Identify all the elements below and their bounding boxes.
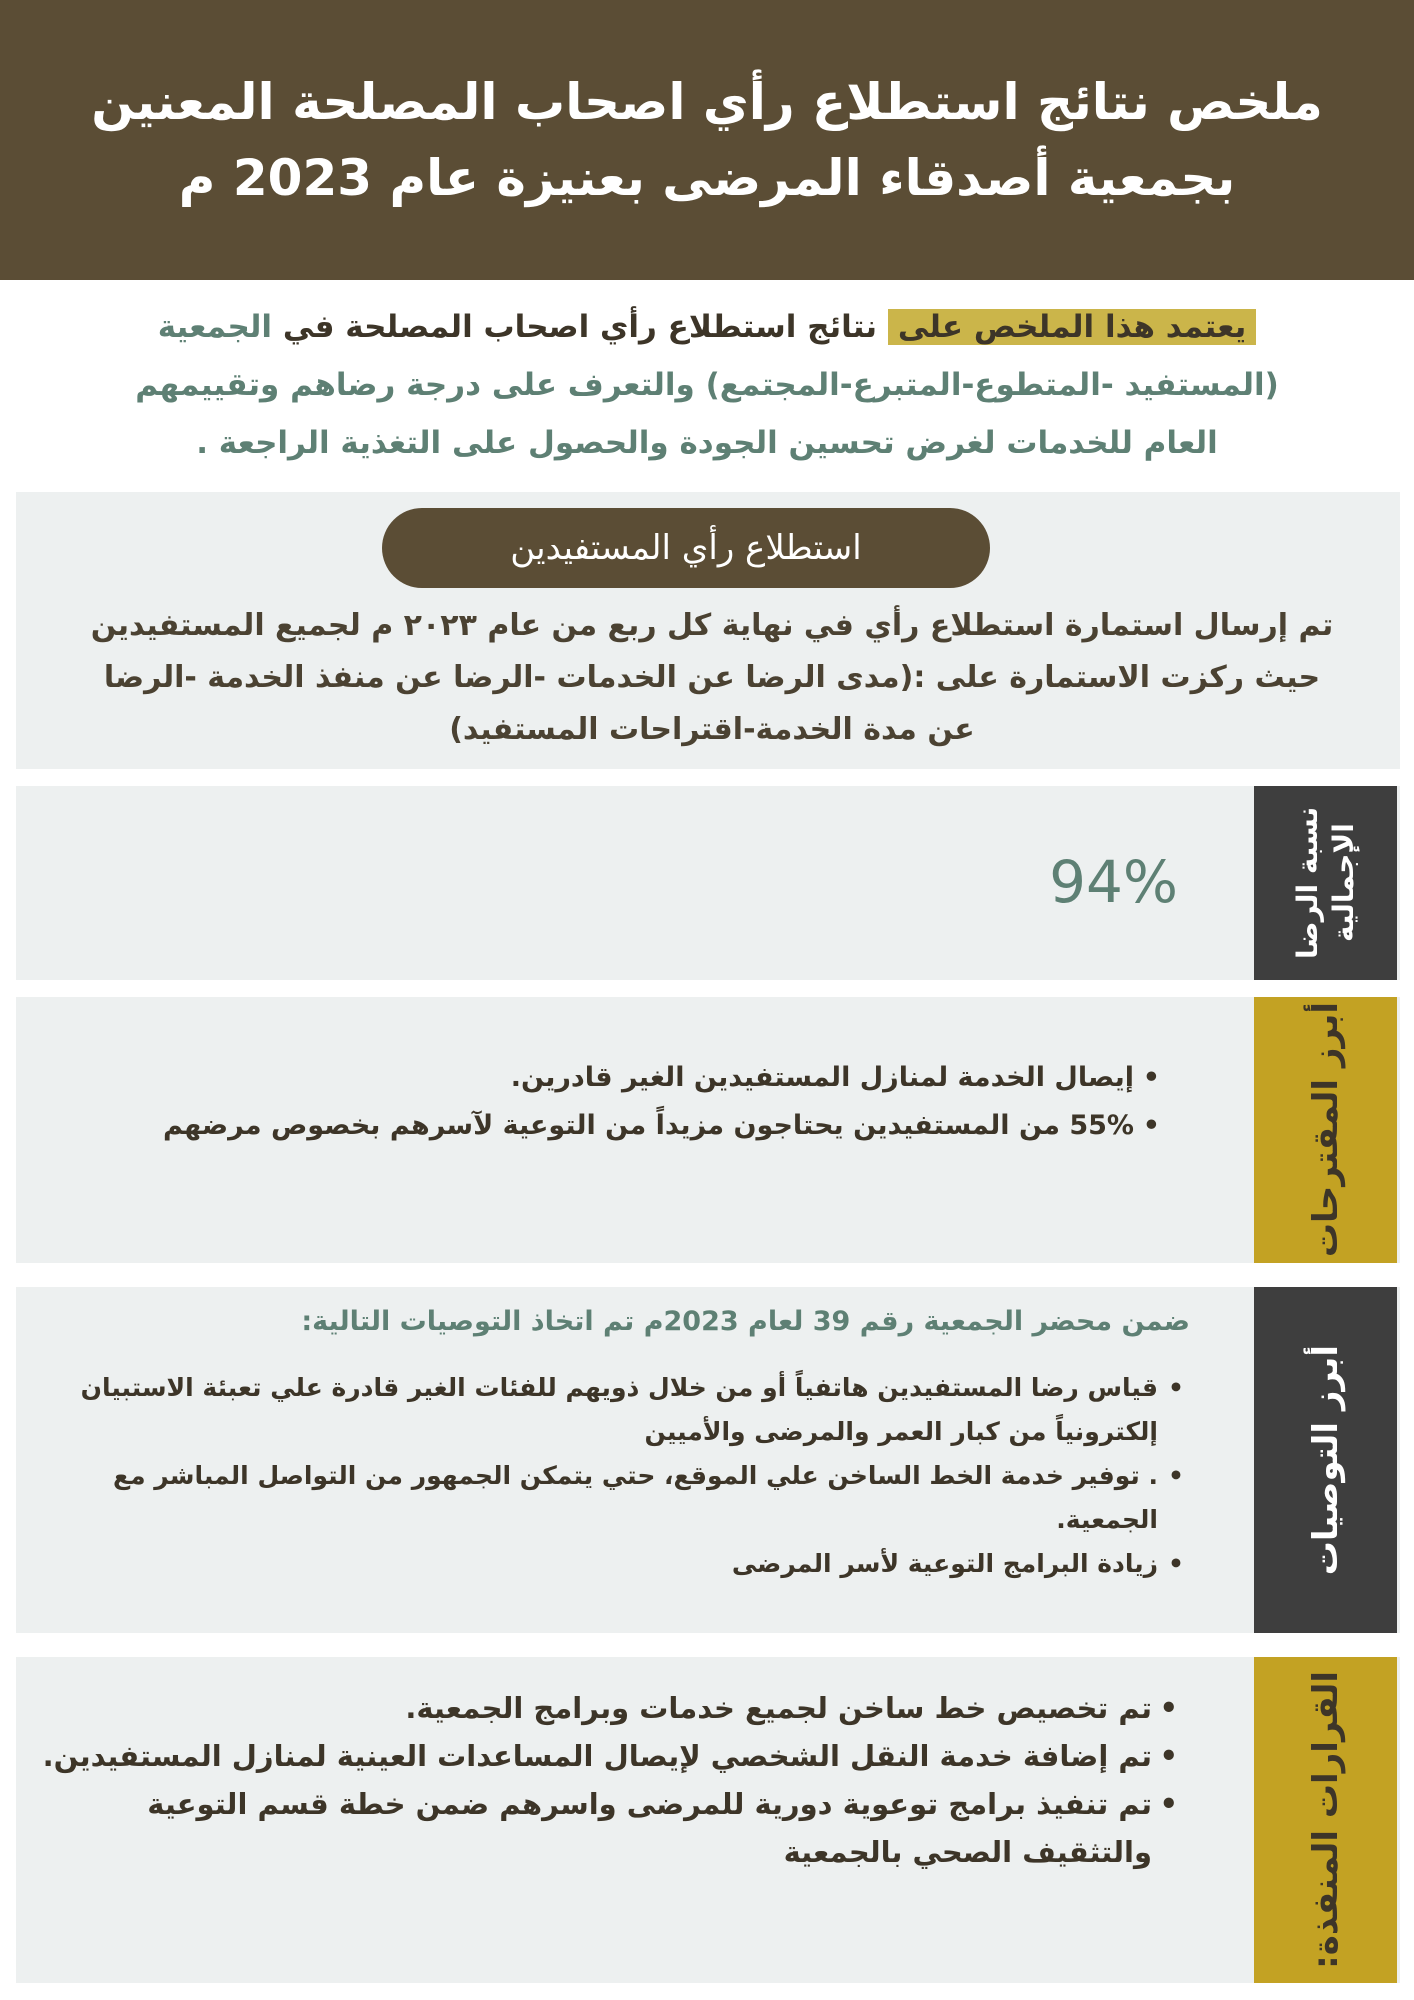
decision-item-1: • تم تخصيص خط ساخن لجميع خدمات وبرامج الجمعية.: [28, 1684, 1178, 1732]
survey-line-1: تم إرسال استمارة استطلاع رأي في نهاية كل ربع من عام ٢٠٢٣ م لجميع المستفيدين: [90, 608, 1334, 643]
recommendations-intro: ضمن محضر الجمعية رقم 39 لعام 2023م تم اتخاذ التوصيات التالية:: [301, 1306, 1190, 1337]
satisfaction-label: نسبة الرضا الإجمالية: [1290, 806, 1360, 960]
recommendation-item-1: • قياس رضا المستفيدين هاتفياً أو من خلال ذويهم للفئات الغير قادرة علي تعبئة الاستبيان إلكترونياً من كبار العمر والمرضى والأميين: [56, 1366, 1184, 1454]
survey-description: [40, 600, 1384, 756]
decisions-tab: [1254, 1657, 1397, 1983]
recommendation-item-3: • زيادة البرامج التوعية لأسر المرضى: [56, 1542, 1184, 1586]
suggestion-item-2: • 55% من المستفيدين يحتاجون مزيداً من التوعية لآسرهم بخصوص مرضهم: [90, 1102, 1160, 1150]
title-line-2: بجمعية أصدقاء المرضى بعنيزة عام 2023 م: [178, 149, 1236, 207]
intro-line-1: [30, 298, 1384, 356]
suggestions-tab: [1254, 997, 1397, 1263]
intro-paragraph: [30, 298, 1384, 472]
satisfaction-panel: [16, 786, 1400, 980]
satisfaction-tab: [1254, 786, 1397, 980]
intro-highlight: يعتمد هذا الملخص على: [888, 309, 1256, 345]
recommendations-list: [56, 1366, 1184, 1586]
recommendation-item-2: • . توفير خدمة الخط الساخن علي الموقع، حتي يتمكن الجمهور من التواصل المباشر مع الجمعية.: [56, 1454, 1184, 1542]
title-line-1: ملخص نتائج استطلاع رأي اصحاب المصلحة المعنين: [91, 73, 1323, 131]
decision-item-3: • تم تنفيذ برامج توعوية دورية للمرضى واسرهم ضمن خطة قسم التوعية والتثقيف الصحي بالجمعية: [28, 1780, 1178, 1876]
recommendations-tab: [1254, 1287, 1397, 1633]
suggestions-list: [90, 1054, 1160, 1150]
intro-dark-text: نتائج استطلاع رأي اصحاب المصلحة في: [282, 309, 878, 345]
decisions-list: [28, 1684, 1178, 1876]
suggestion-item-1: • إيصال الخدمة لمنازل المستفيدين الغير قادرين.: [90, 1054, 1160, 1102]
survey-pill: استطلاع رأي المستفيدين: [382, 508, 990, 588]
suggestions-label: أبرز المقترحات: [1305, 1002, 1346, 1258]
satisfaction-value: 94%: [1049, 848, 1178, 916]
intro-rest-text: الجمعية: [157, 309, 273, 345]
decision-item-2: • تم إضافة خدمة النقل الشخصي لإيصال المساعدات العينية لمنازل المستفيدين.: [28, 1732, 1178, 1780]
page-header: [0, 0, 1414, 280]
survey-line-2: حيث ركزت الاستمارة على :(مدى الرضا عن الخدمات -الرضا عن منفذ الخدمة -الرضا: [103, 660, 1321, 695]
recommendations-label: أبرز التوصيات: [1305, 1344, 1346, 1576]
decisions-label: القرارات المنفذة:: [1305, 1671, 1346, 1969]
survey-line-3: عن مدة الخدمة-اقتراحات المستفيد): [449, 712, 975, 747]
intro-line-3: العام للخدمات لغرض تحسين الجودة والحصول على التغذية الراجعة .: [196, 425, 1218, 461]
intro-line-2: (المستفيد -المتطوع-المتبرع-المجتمع) والتعرف على درجة رضاهم وتقييمهم: [135, 367, 1279, 403]
